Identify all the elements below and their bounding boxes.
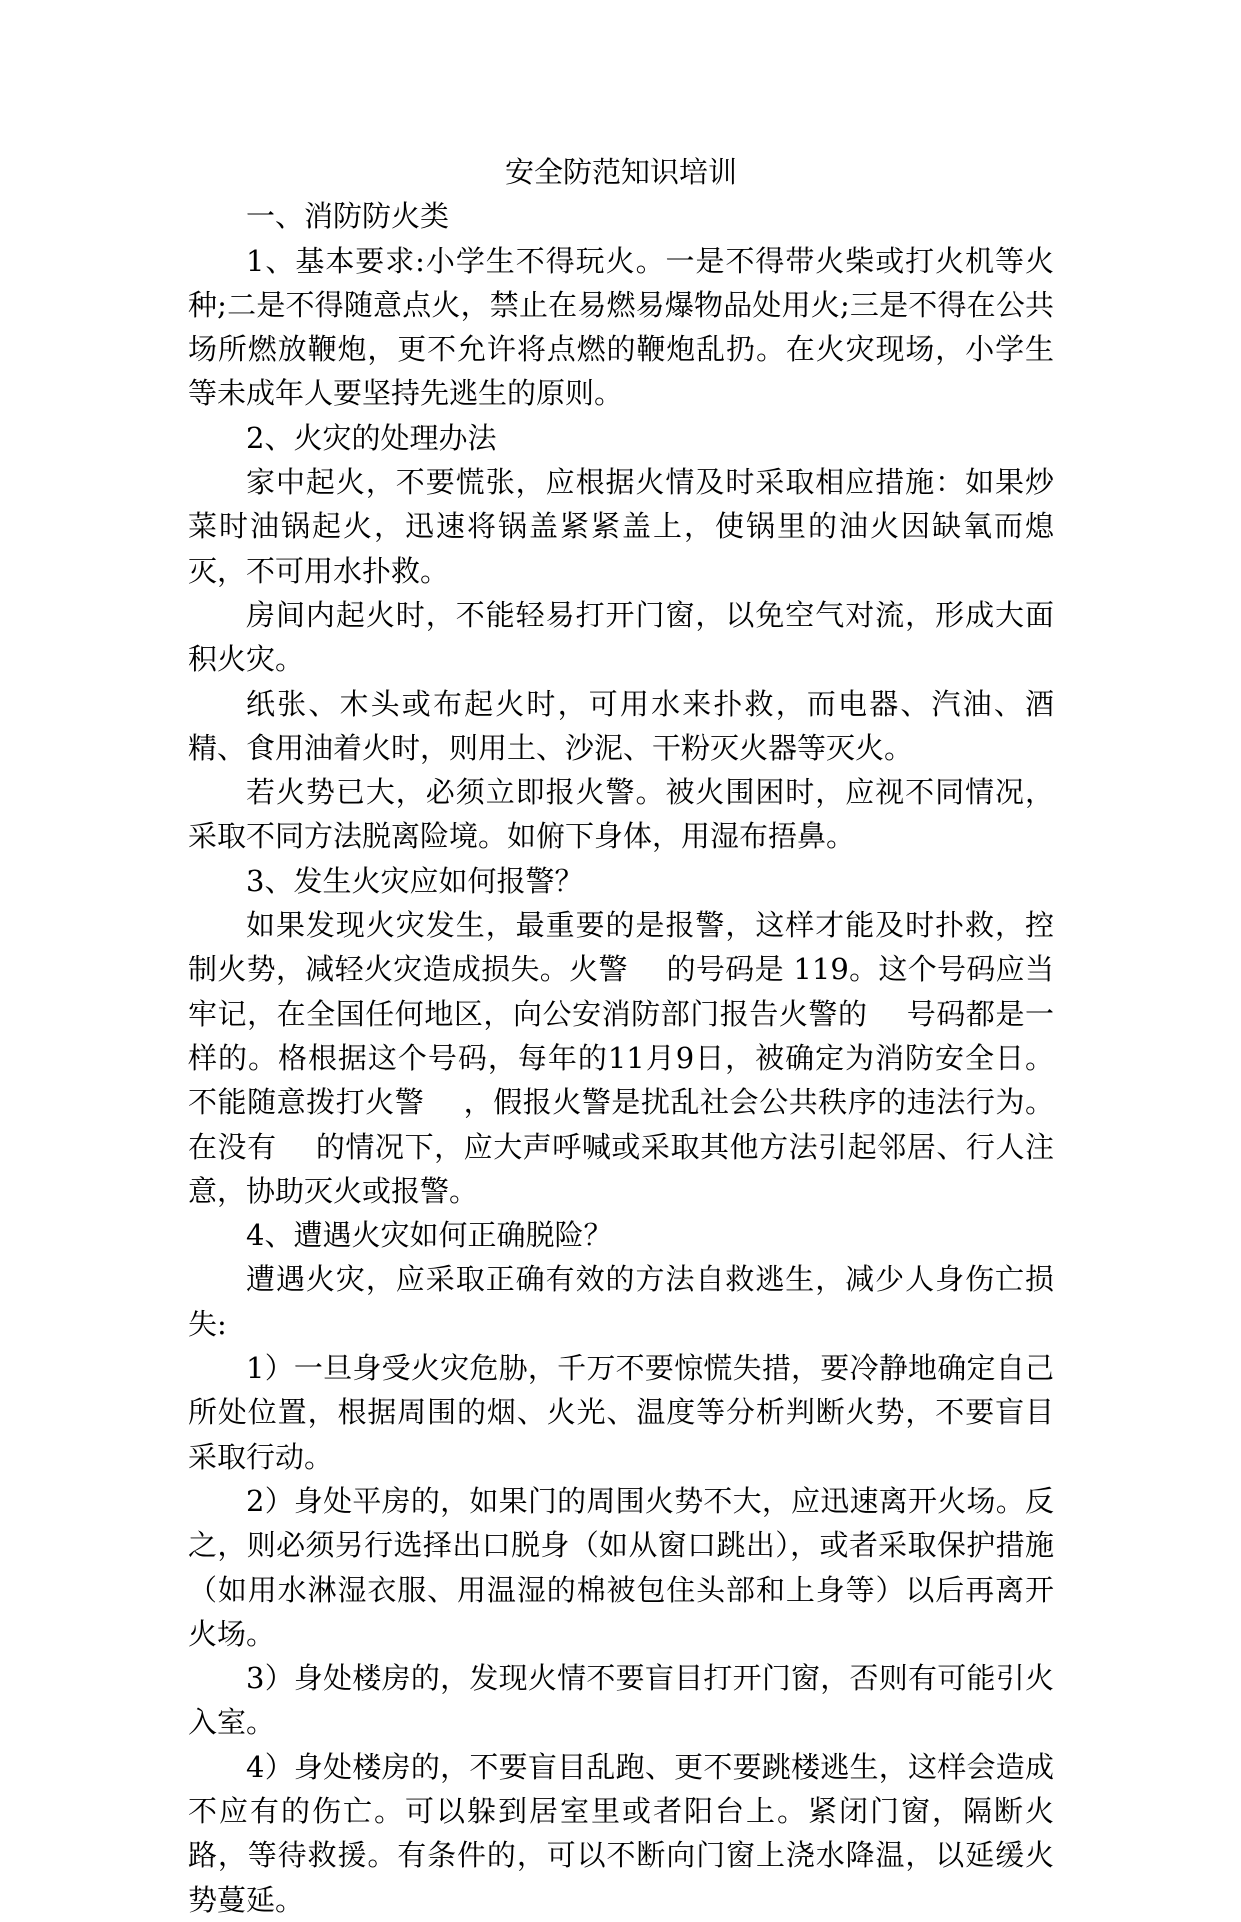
subheading-escape: 4、遭遇火灾如何正确脱险？ — [246, 1218, 613, 1253]
paragraph-escape-intro: 遭遇火灾，应采取正确有效的方法自救逃生，减少人身伤亡损失: — [188, 1262, 1054, 1341]
document-title: 安全防范知识培训 — [504, 155, 737, 189]
paragraph-basic-requirements: 1、基本要求:小学生不得玩火。一是不得带火柴或打火机等火种;二是不得随意点火，禁止在易燃易爆物品处用火;三是不得在公共场所燃放鞭炮，更不允许将点燃的鞭炮乱扔。在火灾现场，小学生等未成年人要坚持先逃生的原则。 — [188, 243, 1054, 411]
paragraph-kitchen-fire: 家中起火，不要慌张，应根据火情及时采取相应措施：如果炒菜时油锅起火，迅速将锅盖紧紧盖上，使锅里的油火因缺氧而熄灭，不可用水扑救。 — [188, 465, 1054, 588]
list-item-escape-3: 3）身处楼房的，发现火情不要盲目打开门窗，否则有可能引火入室。 — [188, 1661, 1054, 1740]
paragraph-material-fire: 纸张、木头或布起火时，可用水来扑救，而电器、汽油、酒精、食用油着火时，则用土、沙泥、干粉灭火器等灭火。 — [188, 686, 1054, 765]
list-item-escape-2: 2）身处平房的，如果门的周围火势不大，应迅速离开火场。反之，则必须另行选择出口脱身（如从窗口跳出），或者采取保护措施（如用水淋湿衣服、用温湿的棉被包住头部和上身等）以后再离开火场。 — [188, 1483, 1054, 1651]
paragraph-report-119: 如果发现火灾发生，最重要的是报警，这样才能及时扑救，控制火势，减轻火灾造成损失。火警 的号码是 119。这个号码应当牢记，在全国任何地区，向公安消防部门报告火警的 号码都是一样的。格根据这个号码，每年的11月9日，被确定为消防安全日。不能随意拨打火警 ，假报火警是扰乱社会公共秩序的违法行为。在没有 的情况下，应大声呼喊或采取其他方法引起邻居、行人注意，协助灭火或报警。 — [188, 908, 1054, 1208]
list-item-escape-4: 4）身处楼房的，不要盲目乱跑、更不要跳楼逃生，这样会造成不应有的伤亡。可以躲到居室里或者阳台上。紧闭门窗，隔断火路，等待救援。有条件的，可以不断向门窗上浇水降温，以延缓火势蔓延。 — [188, 1749, 1054, 1917]
section-heading-fire-prevention: 一、消防防火类 — [246, 199, 450, 234]
subheading-fire-alarm: 3、发生火灾应如何报警？ — [246, 863, 584, 898]
subheading-fire-handling: 2、火灾的处理办法 — [246, 420, 497, 455]
document-body — [188, 150, 1054, 1922]
paragraph-large-fire: 若火势已大，必须立即报火警。被火围困时，应视不同情况，采取不同方法脱离险境。如俯下身体，用湿布捂鼻。 — [188, 775, 1054, 854]
list-item-escape-1: 1）一旦身受火灾危胁，千万不要惊慌失措，要冷静地确定自己所处位置，根据周围的烟、火光、温度等分析判断火势，不要盲目采取行动。 — [188, 1351, 1054, 1474]
paragraph-room-fire: 房间内起火时，不能轻易打开门窗，以免空气对流，形成大面积火灾。 — [188, 597, 1054, 677]
